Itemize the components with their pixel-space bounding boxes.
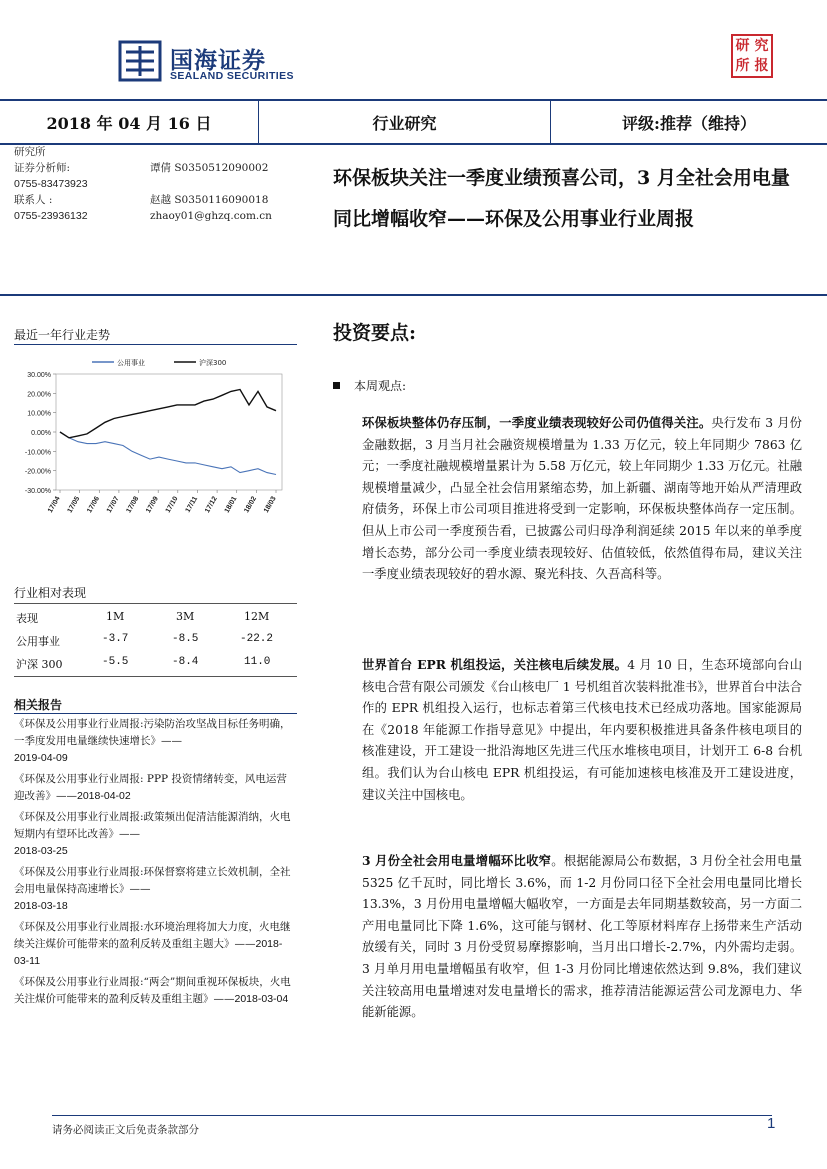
research-seal: [731, 34, 773, 78]
perf-cell: 公用事业: [16, 635, 60, 648]
related-item-text: 《环保及公用事业行业周报:污染防治攻坚战目标任务明确，一季度发用电量继续快速增长》——: [14, 718, 291, 747]
perf-row: [14, 629, 297, 652]
series-line: [60, 432, 276, 475]
related-list: [14, 716, 297, 1008]
related-title: 相关报告: [14, 698, 63, 712]
perf-header-cell: 3M: [176, 610, 195, 623]
invest-bullet: [333, 377, 406, 394]
footer-disclaimer[interactable]: 请务必阅读正文后免责条款部分: [52, 1124, 199, 1136]
perf-rule-top: [14, 603, 297, 604]
brand-name-en: SEALAND SECURITIES: [170, 70, 294, 82]
para-text: 央行发布 3 月份金融数据，3 月当月社会融资规模增量为 1.33 万亿元，较上年同期少 7863 亿元；一季度社融规模增量累计为 5.58 万亿元，较上年同期少 1.33 万亿元。社融规模增量减少，凸显全社会信用紧缩态势，加上新疆、湖南等地开始从严清理政府债务，环保上市公司项目推进将受到一定影响，环保板块整体尚存一定压制。但从上市公司一季度预告看，已披露公司归母净利润延续 2015 年以来的单季度增长态势，部分公司一季度业绩表现较好、估值较低，依然值得布局，建议关注一季度业绩表现较好的碧水源、聚光科技、久吾高科等。: [362, 416, 802, 582]
seal-char: 研: [735, 38, 750, 54]
invest-para: [362, 412, 802, 586]
related-item[interactable]: [14, 974, 297, 1008]
perf-header-cell: 12M: [244, 610, 270, 623]
invest-title: 投资要点:: [333, 322, 417, 344]
para-text: 4 月 10 日，生态环境部向台山核电合营有限公司颁发《台山核电厂 1 号机组首次装料批准书》，世界首台中法合作的 EPR 机组投入运行，也标志着第三代核电技术已经成功落地。国家能源局在《2018 年能源工作指导意见》中提出，年内要积极推进具备条件核电项目的核准建设，开工建设一批沿海地区先进三代压水堆核电项目，计划开工 6-8 台机组。我们认为台山核电 EPR 机组投运，有可能加速核电核准及开工建设进度，建议关注中国核电。: [362, 658, 802, 802]
related-item[interactable]: [14, 864, 297, 915]
perf-cell: -22.2: [240, 633, 274, 645]
x-tick-label: 17/05: [66, 495, 82, 515]
report-header-bar: [0, 99, 827, 145]
contact-name: 赵越 S0350116090018: [150, 194, 269, 206]
perf-cell: -5.5: [102, 656, 129, 668]
para-lead: 世界首台 EPR 机组投运，关注核电后续发展。: [362, 657, 628, 672]
invest-para: [362, 654, 802, 806]
contact-phone: 0755-23936132: [14, 210, 88, 222]
y-tick-label: -30.00%: [24, 488, 51, 495]
y-tick-label: 20.00%: [27, 391, 51, 399]
report-rating: 评级:推荐（维持）: [622, 113, 756, 133]
related-item-date: 2018-03-04: [234, 993, 289, 1005]
related-item[interactable]: [14, 716, 297, 767]
trend-title: 最近一年行业走势: [14, 328, 111, 342]
related-item[interactable]: [14, 809, 297, 860]
perf-header-row: [14, 606, 297, 629]
seal-char: 报: [754, 58, 769, 74]
report-title: 环保板块关注一季度业绩预喜公司，3 月全社会用电量同比增幅收窄——环保及公用事业行业周报: [333, 167, 790, 230]
perf-header-cell: 1M: [106, 610, 125, 623]
para-text: 。根据能源局公布数据，3 月份全社会用电量 5325 亿千瓦时，同比增长 3.6%，而 1-2 月份同口径下全社会用电量同比增长 13.3%，3 月份用电量增幅大幅收窄，一方面是去年同期基数较高，另一方面二产用电量同比下降 1.6%，这可能与钢材、化工等原材料库存上扬带来生产活动放缓有关，同时 3 月份受贸易摩擦影响，当月出口增长-2.7%，内外需均走弱。3 月单月用电量增幅虽有收窄，但 1-3 月份同比增速依然达到 9.8%，我们建议关注较高用电量增速对发电量增长的需求，推荐清洁能源运营公司龙源电力、华能新能源。: [362, 854, 803, 1020]
bullet-label: 本周观点:: [354, 379, 407, 393]
related-item-text: 《环保及公用事业行业周报:水环境治理将加大力度，火电继续关注煤价可能带来的盈利反转及重组主题大》——: [14, 921, 291, 950]
para-lead: 3 月份全社会用电量增幅环比收窄: [362, 853, 552, 868]
analyst-label: 证券分析师:: [14, 162, 71, 174]
footer-rule: [52, 1115, 772, 1116]
related-item-date: 2018-03-25: [14, 845, 68, 857]
related-item-text: 《环保及公用事业行业周报:“两会”期间重视环保板块，火电关注煤价可能带来的盈利反转及重组主题》——: [14, 976, 291, 1005]
report-date: 2018 年 04 月 16 日: [46, 113, 212, 133]
x-tick-label: 17/06: [86, 495, 102, 515]
related-item-date: 2018-03-18: [14, 900, 68, 912]
related-item[interactable]: [14, 919, 297, 970]
bullet-square-icon: [333, 382, 340, 389]
analyst-phone: 0755-83473923: [14, 178, 88, 190]
brand-name-cn: 国海证券: [170, 48, 266, 74]
perf-cell: -3.7: [102, 633, 129, 645]
x-tick-label: 17/04: [46, 495, 62, 515]
analyst-name: 谭倩 S0350512090002: [150, 162, 269, 174]
legend-label: 公用事业: [117, 359, 145, 367]
y-tick-label: 0.00%: [31, 430, 51, 437]
perf-table: [14, 606, 297, 675]
perf-header-cell: 表现: [16, 612, 38, 625]
title-divider: [0, 294, 827, 296]
x-tick-label: 18/03: [262, 495, 278, 515]
x-tick-label: 17/08: [125, 495, 141, 515]
dept-label: 研究所: [14, 146, 46, 158]
seal-char: 究: [754, 38, 769, 54]
page-number: 1: [767, 1115, 776, 1132]
x-tick-label: 18/02: [243, 495, 259, 515]
perf-cell: 11.0: [244, 656, 271, 668]
trend-rule: [14, 344, 297, 345]
related-rule: [14, 713, 297, 714]
perf-cell: -8.4: [172, 656, 199, 668]
seal-char: 所: [735, 58, 750, 74]
x-tick-label: 18/01: [223, 495, 239, 515]
y-tick-label: 10.00%: [27, 410, 51, 418]
related-item-date: 2018-03-11: [14, 938, 283, 967]
trend-chart: [14, 352, 297, 524]
contact-label: 联系人 :: [14, 194, 53, 206]
related-item-date: 2019-04-09: [14, 752, 68, 764]
related-item-date: 2018-04-02: [77, 790, 131, 802]
invest-para: [362, 850, 802, 1024]
report-type: 行业研究: [372, 113, 437, 133]
perf-row: [14, 652, 297, 675]
perf-rule-bottom: [14, 676, 297, 677]
trend-chart-svg: [14, 352, 297, 524]
related-item-text: 《环保及公用事业行业周报: PPP 投资情绪转变，风电运营迎改善》——: [14, 773, 287, 802]
x-tick-label: 17/12: [203, 495, 219, 515]
y-tick-label: -10.00%: [24, 449, 51, 457]
x-tick-label: 17/09: [145, 495, 160, 515]
contact-email[interactable]: zhaoy01@ghzq.com.cn: [150, 210, 272, 222]
x-tick-label: 17/07: [105, 495, 121, 515]
brand-logo-icon: [118, 40, 162, 82]
related-item-text: 《环保及公用事业行业周报:环保督察将建立长效机制，全社会用电量保持高速增长》——: [14, 866, 291, 895]
para-lead: 环保板块整体仍存压制，一季度业绩表现较好公司仍值得关注。: [362, 415, 712, 430]
legend-label: 沪深300: [199, 359, 227, 367]
perf-cell: 沪深 300: [16, 658, 63, 671]
related-item-text: 《环保及公用事业行业周报:政策频出促清洁能源消纳，火电短期内有望环比改善》——: [14, 811, 291, 840]
y-tick-label: -20.00%: [24, 468, 51, 476]
perf-title: 行业相对表现: [14, 586, 87, 600]
perf-cell: -8.5: [172, 633, 199, 645]
y-tick-label: 30.00%: [27, 372, 51, 379]
x-tick-label: 17/10: [164, 495, 180, 515]
related-item[interactable]: [14, 771, 297, 805]
series-line: [60, 390, 276, 438]
x-tick-label: 17/11: [184, 495, 200, 514]
